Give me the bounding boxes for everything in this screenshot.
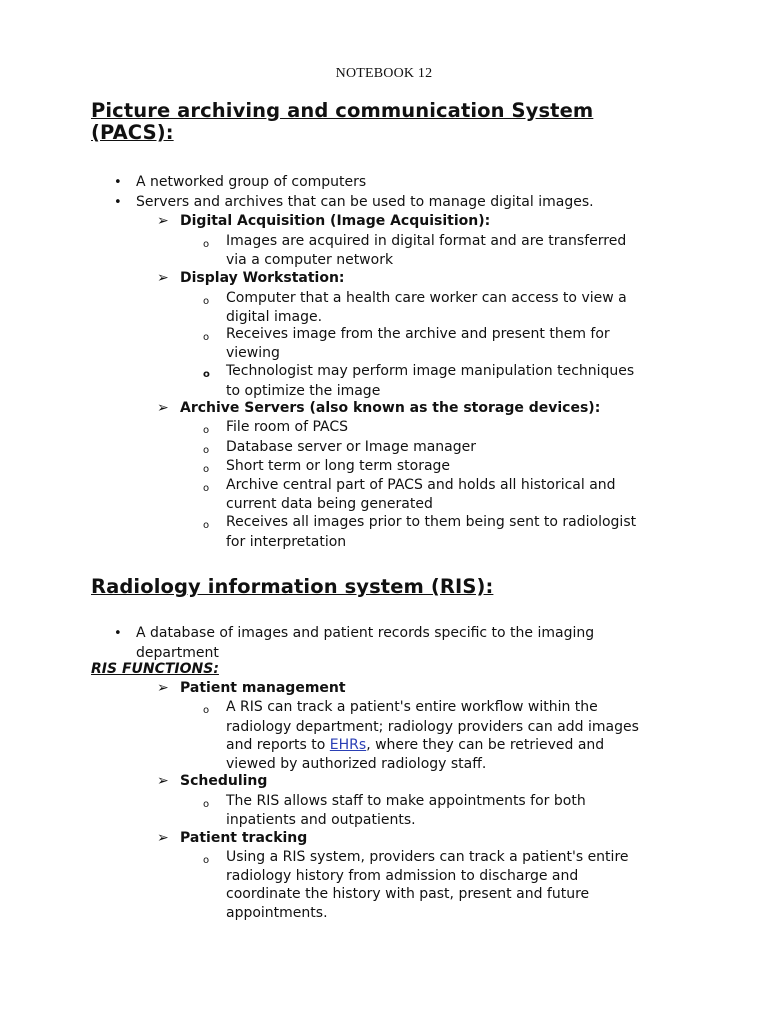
list-item-line: A RIS can track a patient's entire workflow within the <box>226 699 598 715</box>
bullet-icon: • <box>114 195 122 210</box>
list-item-line: for interpretation <box>226 534 347 550</box>
list-item-line: The RIS allows staff to make appointments for both <box>226 793 586 809</box>
circle-bullet-icon: o <box>203 855 210 866</box>
list-item-line: inpatients and outpatients. <box>226 812 416 828</box>
circle-bullet-icon: o <box>203 332 210 343</box>
circle-bullet-icon: o <box>203 239 210 250</box>
list-item-line: Computer that a health care worker can access to view a <box>226 290 627 306</box>
pacs-section-heading: Display Workstation: <box>180 270 345 286</box>
circle-bullet-icon: o <box>203 369 210 380</box>
list-item-line: appointments. <box>226 905 328 921</box>
ris-heading <box>91 576 493 598</box>
pacs-heading-line1: Picture archiving and communication System <box>91 99 594 122</box>
bullet-icon: • <box>114 175 122 190</box>
bullet-icon: • <box>114 626 122 641</box>
circle-bullet-icon: o <box>203 425 210 436</box>
list-item-line: File room of PACS <box>226 419 349 435</box>
ris-section-heading: Patient management <box>180 680 346 696</box>
circle-bullet-icon: o <box>203 464 210 475</box>
ris-functions-label: RIS FUNCTIONS: <box>91 661 219 677</box>
pacs-section-heading: Archive Servers (also known as the storage devices): <box>180 400 601 416</box>
pacs-bullet-2: Servers and archives that can be used to manage digital images. <box>136 194 594 210</box>
list-item-line: Technologist may perform image manipulation techniques <box>226 363 635 379</box>
list-item-text: and reports to <box>226 737 330 753</box>
ris-section-heading: Patient tracking <box>180 830 308 846</box>
list-item-line: Short term or long term storage <box>226 458 451 474</box>
circle-bullet-icon: o <box>203 445 210 456</box>
arrow-bullet-icon: ➢ <box>157 213 169 229</box>
arrow-bullet-icon: ➢ <box>157 830 169 846</box>
circle-bullet-icon: o <box>203 483 210 494</box>
list-item-line-with-link <box>226 736 604 755</box>
list-item-line: via a computer network <box>226 252 394 268</box>
ris-section-heading: Scheduling <box>180 773 268 789</box>
list-item-line: viewing <box>226 345 280 361</box>
list-item-line: Receives all images prior to them being sent to radiologist <box>226 514 637 530</box>
list-item-line: radiology history from admission to discharge and <box>226 868 579 884</box>
circle-bullet-icon: o <box>203 296 210 307</box>
circle-bullet-icon: o <box>203 520 210 531</box>
list-item-line: to optimize the image <box>226 383 381 399</box>
ris-bullet-line: department <box>136 645 219 661</box>
circle-bullet-icon: o <box>203 799 210 810</box>
pacs-bullet-1: A networked group of computers <box>136 174 367 190</box>
list-item-line: Archive central part of PACS and holds all historical and <box>226 477 616 493</box>
pacs-heading <box>91 100 593 144</box>
arrow-bullet-icon: ➢ <box>157 270 169 286</box>
list-item-text: , where they can be retrieved and <box>366 737 605 753</box>
list-item-line: Receives image from the archive and present them for <box>226 326 610 342</box>
list-item-line: digital image. <box>226 309 323 325</box>
list-item-line: radiology department; radiology providers can add images <box>226 719 639 735</box>
arrow-bullet-icon: ➢ <box>157 400 169 416</box>
pacs-heading-line2: (PACS): <box>91 121 174 144</box>
ris-bullet-line: A database of images and patient records specific to the imaging <box>136 625 595 641</box>
page-header: NOTEBOOK 12 <box>335 66 433 81</box>
list-item-line: viewed by authorized radiology staff. <box>226 756 487 772</box>
list-item-line: current data being generated <box>226 496 433 512</box>
list-item-line: Database server or Image manager <box>226 439 477 455</box>
arrow-bullet-icon: ➢ <box>157 680 169 696</box>
arrow-bullet-icon: ➢ <box>157 773 169 789</box>
ehrs-link[interactable]: EHRs <box>329 737 367 753</box>
pacs-section-heading: Digital Acquisition (Image Acquisition): <box>180 213 491 229</box>
list-item-line: coordinate the history with past, present and future <box>226 886 590 902</box>
list-item-line: Images are acquired in digital format and are transferred <box>226 233 627 249</box>
ris-heading-text: Radiology information system (RIS): <box>91 575 494 598</box>
circle-bullet-icon: o <box>203 705 210 716</box>
list-item-line: Using a RIS system, providers can track a patient's entire <box>226 849 629 865</box>
